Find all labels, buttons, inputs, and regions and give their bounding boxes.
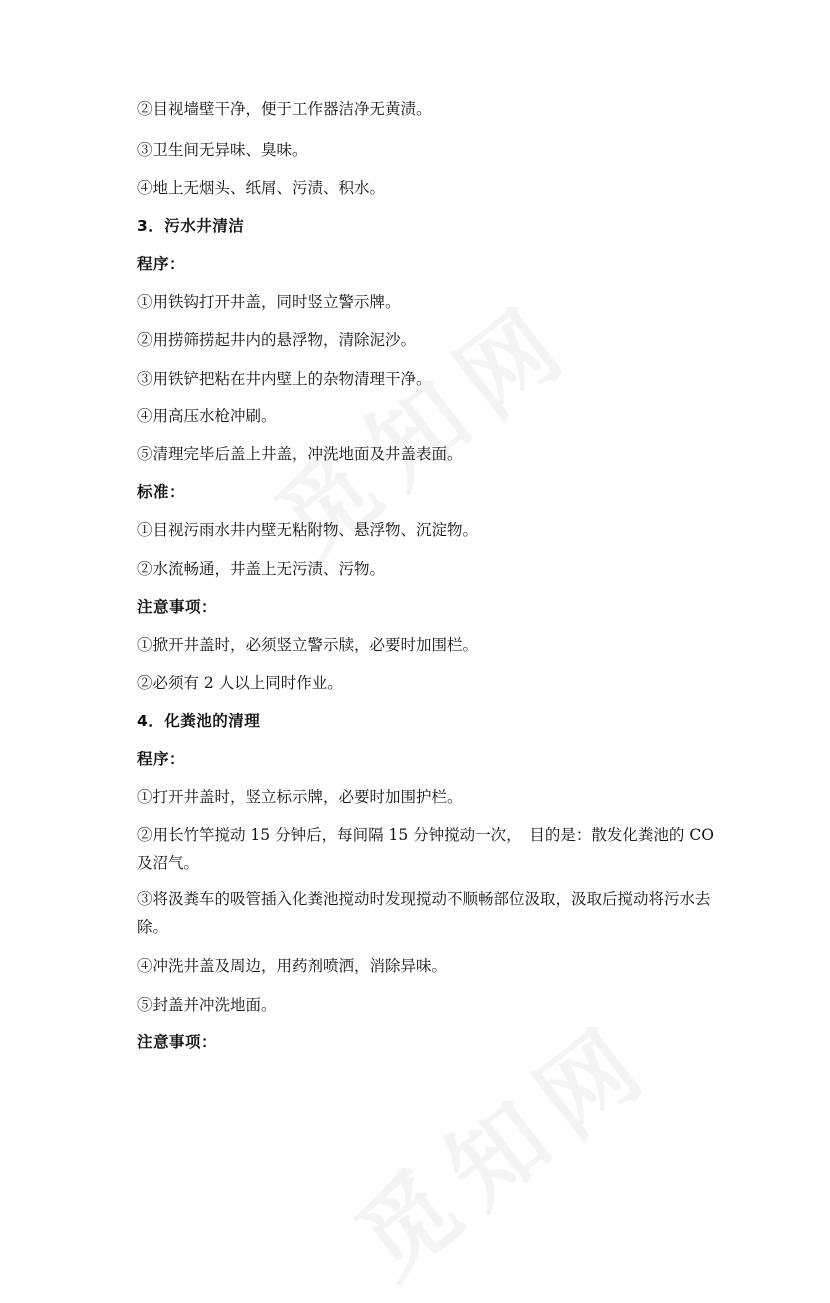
list-item: ③卫生间无异味、臭味。	[137, 141, 308, 159]
subsection-label: 程序：	[137, 255, 186, 273]
section-heading: 3．污水井清洁	[137, 217, 245, 235]
list-item: ①目视污雨水井内壁无粘附物、悬浮物、沉淀物。	[137, 521, 479, 539]
list-item: ③将汲粪车的吸管插入化粪池搅动时发现搅动不顺畅部位汲取，汲取后搅动将污水去除。	[137, 890, 711, 936]
list-item: ①掀开井盖时，必须竖立警示牍，必要时加围栏。	[137, 636, 479, 654]
subsection-label: 标准：	[137, 483, 186, 501]
list-item: ①打开井盖时，竖立标示牌，必要时加围护栏。	[137, 788, 463, 806]
list-item: ②用长竹竿搅动 15 分钟后，每间隔 15 分钟搅动一次， 目的是：散发化粪池的 CO 及沼气。	[137, 826, 714, 872]
subsection-label: 程序：	[137, 750, 186, 768]
list-item: ②用捞筛捞起井内的悬浮物，清除泥沙。	[137, 331, 417, 349]
list-item: ④用高压水枪冲刷。	[137, 407, 277, 425]
list-item: ⑤封盖并冲洗地面。	[137, 996, 277, 1014]
list-item: ②必须有 2 人以上同时作业。	[137, 674, 343, 692]
list-item: ③用铁铲把粘在井内壁上的杂物清理干净。	[137, 370, 432, 388]
subsection-label: 注意事项：	[137, 1033, 218, 1051]
list-item: ②目视墙壁干净，便于工作器洁净无黄渍。	[137, 100, 432, 118]
section-heading: 4．化粪池的清理	[137, 712, 261, 730]
subsection-label: 注意事项：	[137, 598, 218, 616]
list-item: ⑤清理完毕后盖上井盖，冲洗地面及井盖表面。	[137, 445, 463, 463]
list-item: ①用铁钩打开井盖，同时竖立警示牌。	[137, 293, 401, 311]
list-item: ④冲洗井盖及周边，用药剂喷洒，消除异味。	[137, 957, 448, 975]
list-item: ④地上无烟头、纸屑、污渍、积水。	[137, 179, 386, 197]
list-item: ②水流畅通，井盖上无污渍、污物。	[137, 560, 386, 578]
